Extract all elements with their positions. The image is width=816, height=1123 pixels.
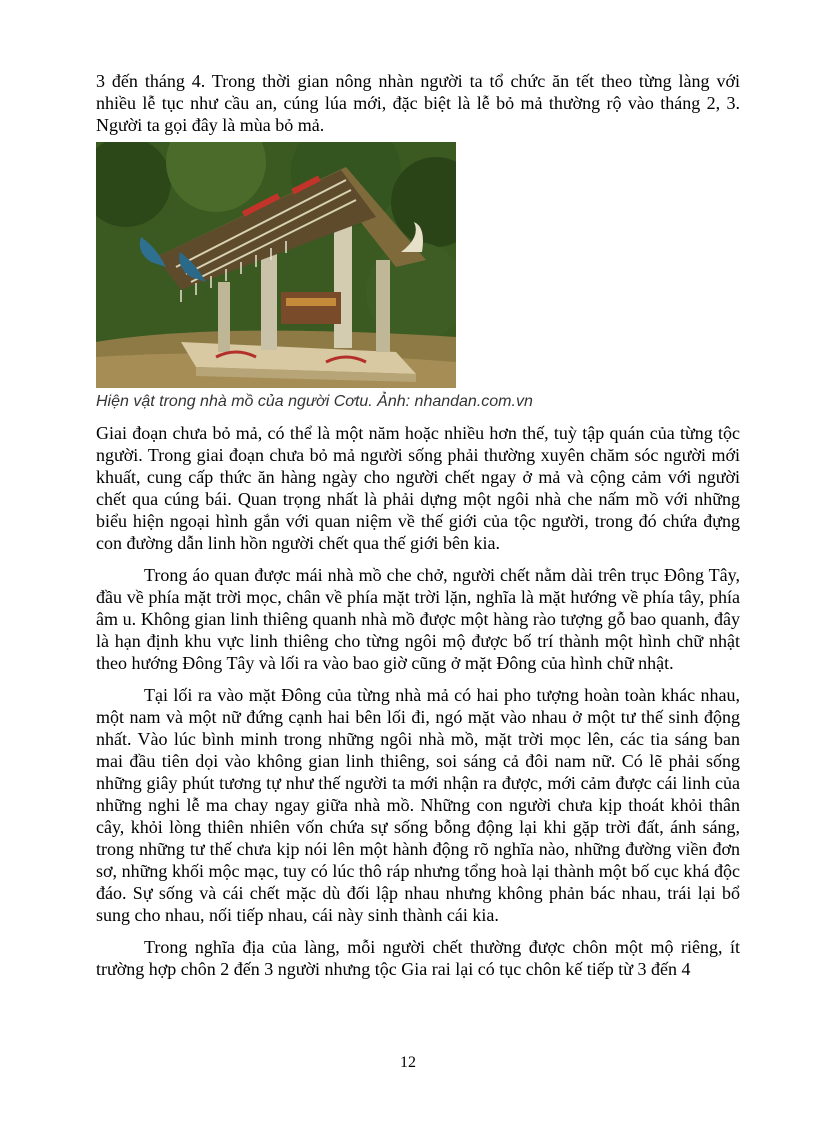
body-paragraph: Giai đoạn chưa bỏ mả, có thể là một năm hoặc nhiều hơn thế, tuỳ tập quán của từng tộc người. Trong giai đoạn chưa bỏ mả người sống phải thường xuyên chăm sóc người mới khuất, cung cấp thức ăn hàng ngày cho người chết ngay ở mả và cộng cảm với người chết qua cúng bái. Quan trọng nhất là phải dựng một ngôi nhà che nấm mồ với những biểu hiện ngoại hình gắn với quan niệm về thế giới của tộc người, trong đó chứa đựng con đường dẫn linh hồn người chết qua thế giới bên kia. [96, 423, 740, 553]
grave-house-illustration [96, 142, 456, 388]
body-paragraph: Trong áo quan được mái nhà mồ che chở, người chết nằm dài trên trục Đông Tây, đầu về phía mặt trời mọc, chân về phía mặt trời lặn, nghĩa là mặt hướng về phía tây, phía âm u. Không gian linh thiêng quanh nhà mồ được một hàng rào tượng gỗ bao quanh, đây là hạn định khu vực linh thiêng cho từng ngôi mộ được bố trí thành một hình chữ nhật theo hướng Đông Tây và lối ra vào bao giờ cũng ở mặt Đông của hình chữ nhật. [96, 565, 740, 673]
grave-house-photo [96, 142, 456, 388]
intro-paragraph: 3 đến tháng 4. Trong thời gian nông nhàn người ta tổ chức ăn tết theo từng làng với nhiều lễ tục như cầu an, cúng lúa mới, đặc biệt là lễ bỏ mả thường rộ vào tháng 2, 3. Người ta gọi đây là mùa bỏ mả. [96, 71, 740, 135]
body-paragraph: Trong nghĩa địa của làng, mỗi người chết thường được chôn một mộ riêng, ít trường hợp chôn 2 đến 3 người nhưng tộc Gia rai lại có tục chôn kế tiếp từ 3 đến 4 [96, 937, 740, 979]
page-number: 12 [400, 1054, 416, 1071]
document-page [96, 70, 740, 990]
figure-caption: Hiện vật trong nhà mồ của người Cơtu. Ảnh: nhandan.com.vn [96, 393, 533, 410]
body-paragraph: Tại lối ra vào mặt Đông của từng nhà mả có hai pho tượng hoàn toàn khác nhau, một nam và một nữ đứng cạnh hai bên lối đi, ngó mặt vào nhau ở một tư thế sinh động nhất. Vào lúc bình minh trong những ngôi nhà mồ, mặt trời mọc lên, các tia sáng ban mai đầu tiên dọi vào không gian linh thiêng, soi sáng cả đôi nam nữ. Có lẽ phải sống những giây phút tương tự như thế người ta mới nhận ra được, mới cảm được cái linh của những nghi lễ ma chay ngay giữa nhà mồ. Những con người chưa kịp thoát khỏi thân cây, khỏi lòng thiên nhiên vốn chứa sự sống bỗng động lại khi gặp trời đất, ánh sáng, trong những tư thế chưa kịp nói lên một hành động rõ nghĩa nào, những đường viền đơn sơ, những khối mộc mạc, tuy có lúc thô ráp nhưng tổng hoà lại thành một bố cục khá độc đáo. Sự sống và cái chết mặc dù đối lập nhau nhưng không phản bác nhau, trái lại bổ sung cho nhau, nối tiếp nhau, cái này sinh thành cái kia. [96, 685, 740, 925]
